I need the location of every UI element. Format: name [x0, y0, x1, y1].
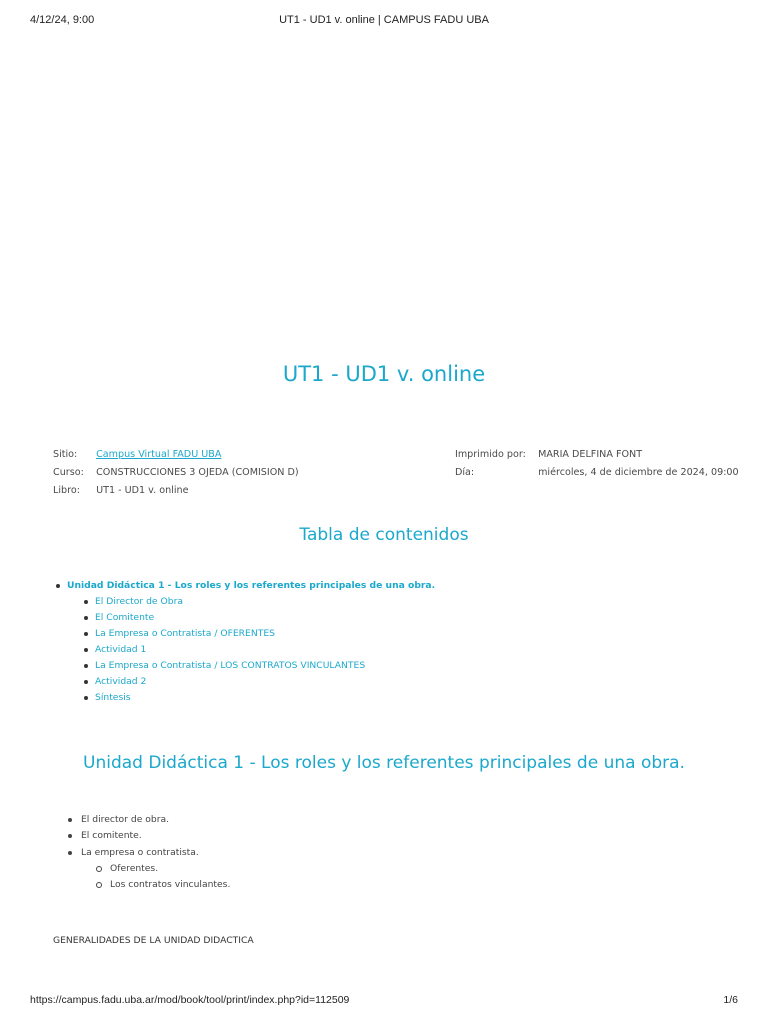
printed-by-label: Imprimido por: — [455, 449, 526, 460]
print-footer — [0, 994, 768, 1010]
print-datetime: 4/12/24, 9:00 — [30, 14, 95, 26]
sublist-item — [66, 861, 230, 877]
list-item-text: El comitente. — [81, 830, 142, 842]
sublist-item-text: Oferentes. — [110, 862, 159, 874]
bullet-icon — [56, 584, 60, 588]
sublist-item-text: Los contratos vinculantes. — [110, 879, 231, 891]
toc-item-label: La Empresa o Contratista / OFERENTES — [95, 628, 275, 639]
print-header — [0, 14, 768, 30]
circle-bullet-icon — [96, 866, 102, 872]
list-item-text: El director de obra. — [81, 814, 170, 825]
chapter-heading: Unidad Didáctica 1 - Los roles y los referentes principales de una obra. — [83, 753, 685, 773]
section-label: GENERALIDADES DE LA UNIDAD DIDACTICA — [53, 935, 254, 946]
toc-item-label: El Comitente — [95, 612, 155, 623]
toc-item-sintesis[interactable] — [54, 690, 435, 706]
bullet-icon — [84, 648, 88, 652]
list-item-text: La empresa o contratista. — [81, 846, 199, 858]
toc-item-label: Síntesis — [95, 692, 131, 703]
book-value: UT1 - UD1 v. online — [96, 485, 189, 496]
site-label: Sitio: — [53, 449, 78, 460]
chapter-content-list — [66, 812, 230, 893]
list-item — [66, 828, 230, 844]
printed-by-value: MARIA DELFINA FONT — [538, 449, 643, 460]
list-item — [66, 845, 230, 861]
site-link[interactable]: Campus Virtual FADU UBA — [96, 449, 222, 460]
toc-item-comitente[interactable] — [54, 610, 435, 626]
toc-item-label: La Empresa o Contratista / LOS CONTRATOS VINCULANTES — [95, 660, 366, 671]
course-value: CONSTRUCCIONES 3 OJEDA (COMISION D) — [96, 467, 299, 478]
meta-row-day — [455, 464, 739, 482]
toc-item-label: El Director de Obra — [95, 596, 183, 607]
toc-item-oferentes[interactable] — [54, 626, 435, 642]
page-number: 1/6 — [723, 994, 738, 1006]
toc-item-label: Actividad 2 — [95, 676, 147, 687]
print-url: https://campus.fadu.uba.ar/mod/book/tool/print/index.php?id=112509 — [30, 994, 350, 1006]
day-value: miércoles, 4 de diciembre de 2024, 09:00 — [538, 467, 739, 478]
print-page-title: UT1 - UD1 v. online | CAMPUS FADU UBA — [279, 14, 489, 26]
circle-bullet-icon — [96, 882, 102, 888]
book-label: Libro: — [53, 485, 80, 496]
toc-item-contratos[interactable] — [54, 658, 435, 674]
toc-item-director[interactable] — [54, 594, 435, 610]
book-meta-left — [53, 446, 299, 500]
day-label: Día: — [455, 467, 475, 478]
meta-row-printed-by — [455, 446, 739, 464]
toc-chapter-link[interactable] — [54, 578, 435, 594]
bullet-icon — [68, 834, 72, 838]
bullet-icon — [84, 632, 88, 636]
bullet-icon — [84, 696, 88, 700]
toc-item-label: Actividad 1 — [95, 644, 147, 655]
bullet-icon — [84, 600, 88, 604]
meta-row-book — [53, 482, 299, 500]
list-item — [66, 812, 230, 828]
sublist-item — [66, 877, 230, 893]
toc-item-actividad-1[interactable] — [54, 642, 435, 658]
book-title: UT1 - UD1 v. online — [282, 362, 486, 386]
table-of-contents — [54, 578, 435, 706]
course-label: Curso: — [53, 467, 84, 478]
bullet-icon — [84, 616, 88, 620]
toc-item-actividad-2[interactable] — [54, 674, 435, 690]
toc-heading: Tabla de contenidos — [299, 525, 469, 545]
meta-row-course — [53, 464, 299, 482]
bullet-icon — [84, 680, 88, 684]
book-meta-right — [455, 446, 739, 482]
toc-chapter-label: Unidad Didáctica 1 - Los roles y los referentes principales de una obra. — [67, 580, 436, 591]
bullet-icon — [68, 851, 72, 855]
meta-row-site — [53, 446, 299, 464]
bullet-icon — [68, 818, 72, 822]
bullet-icon — [84, 664, 88, 668]
